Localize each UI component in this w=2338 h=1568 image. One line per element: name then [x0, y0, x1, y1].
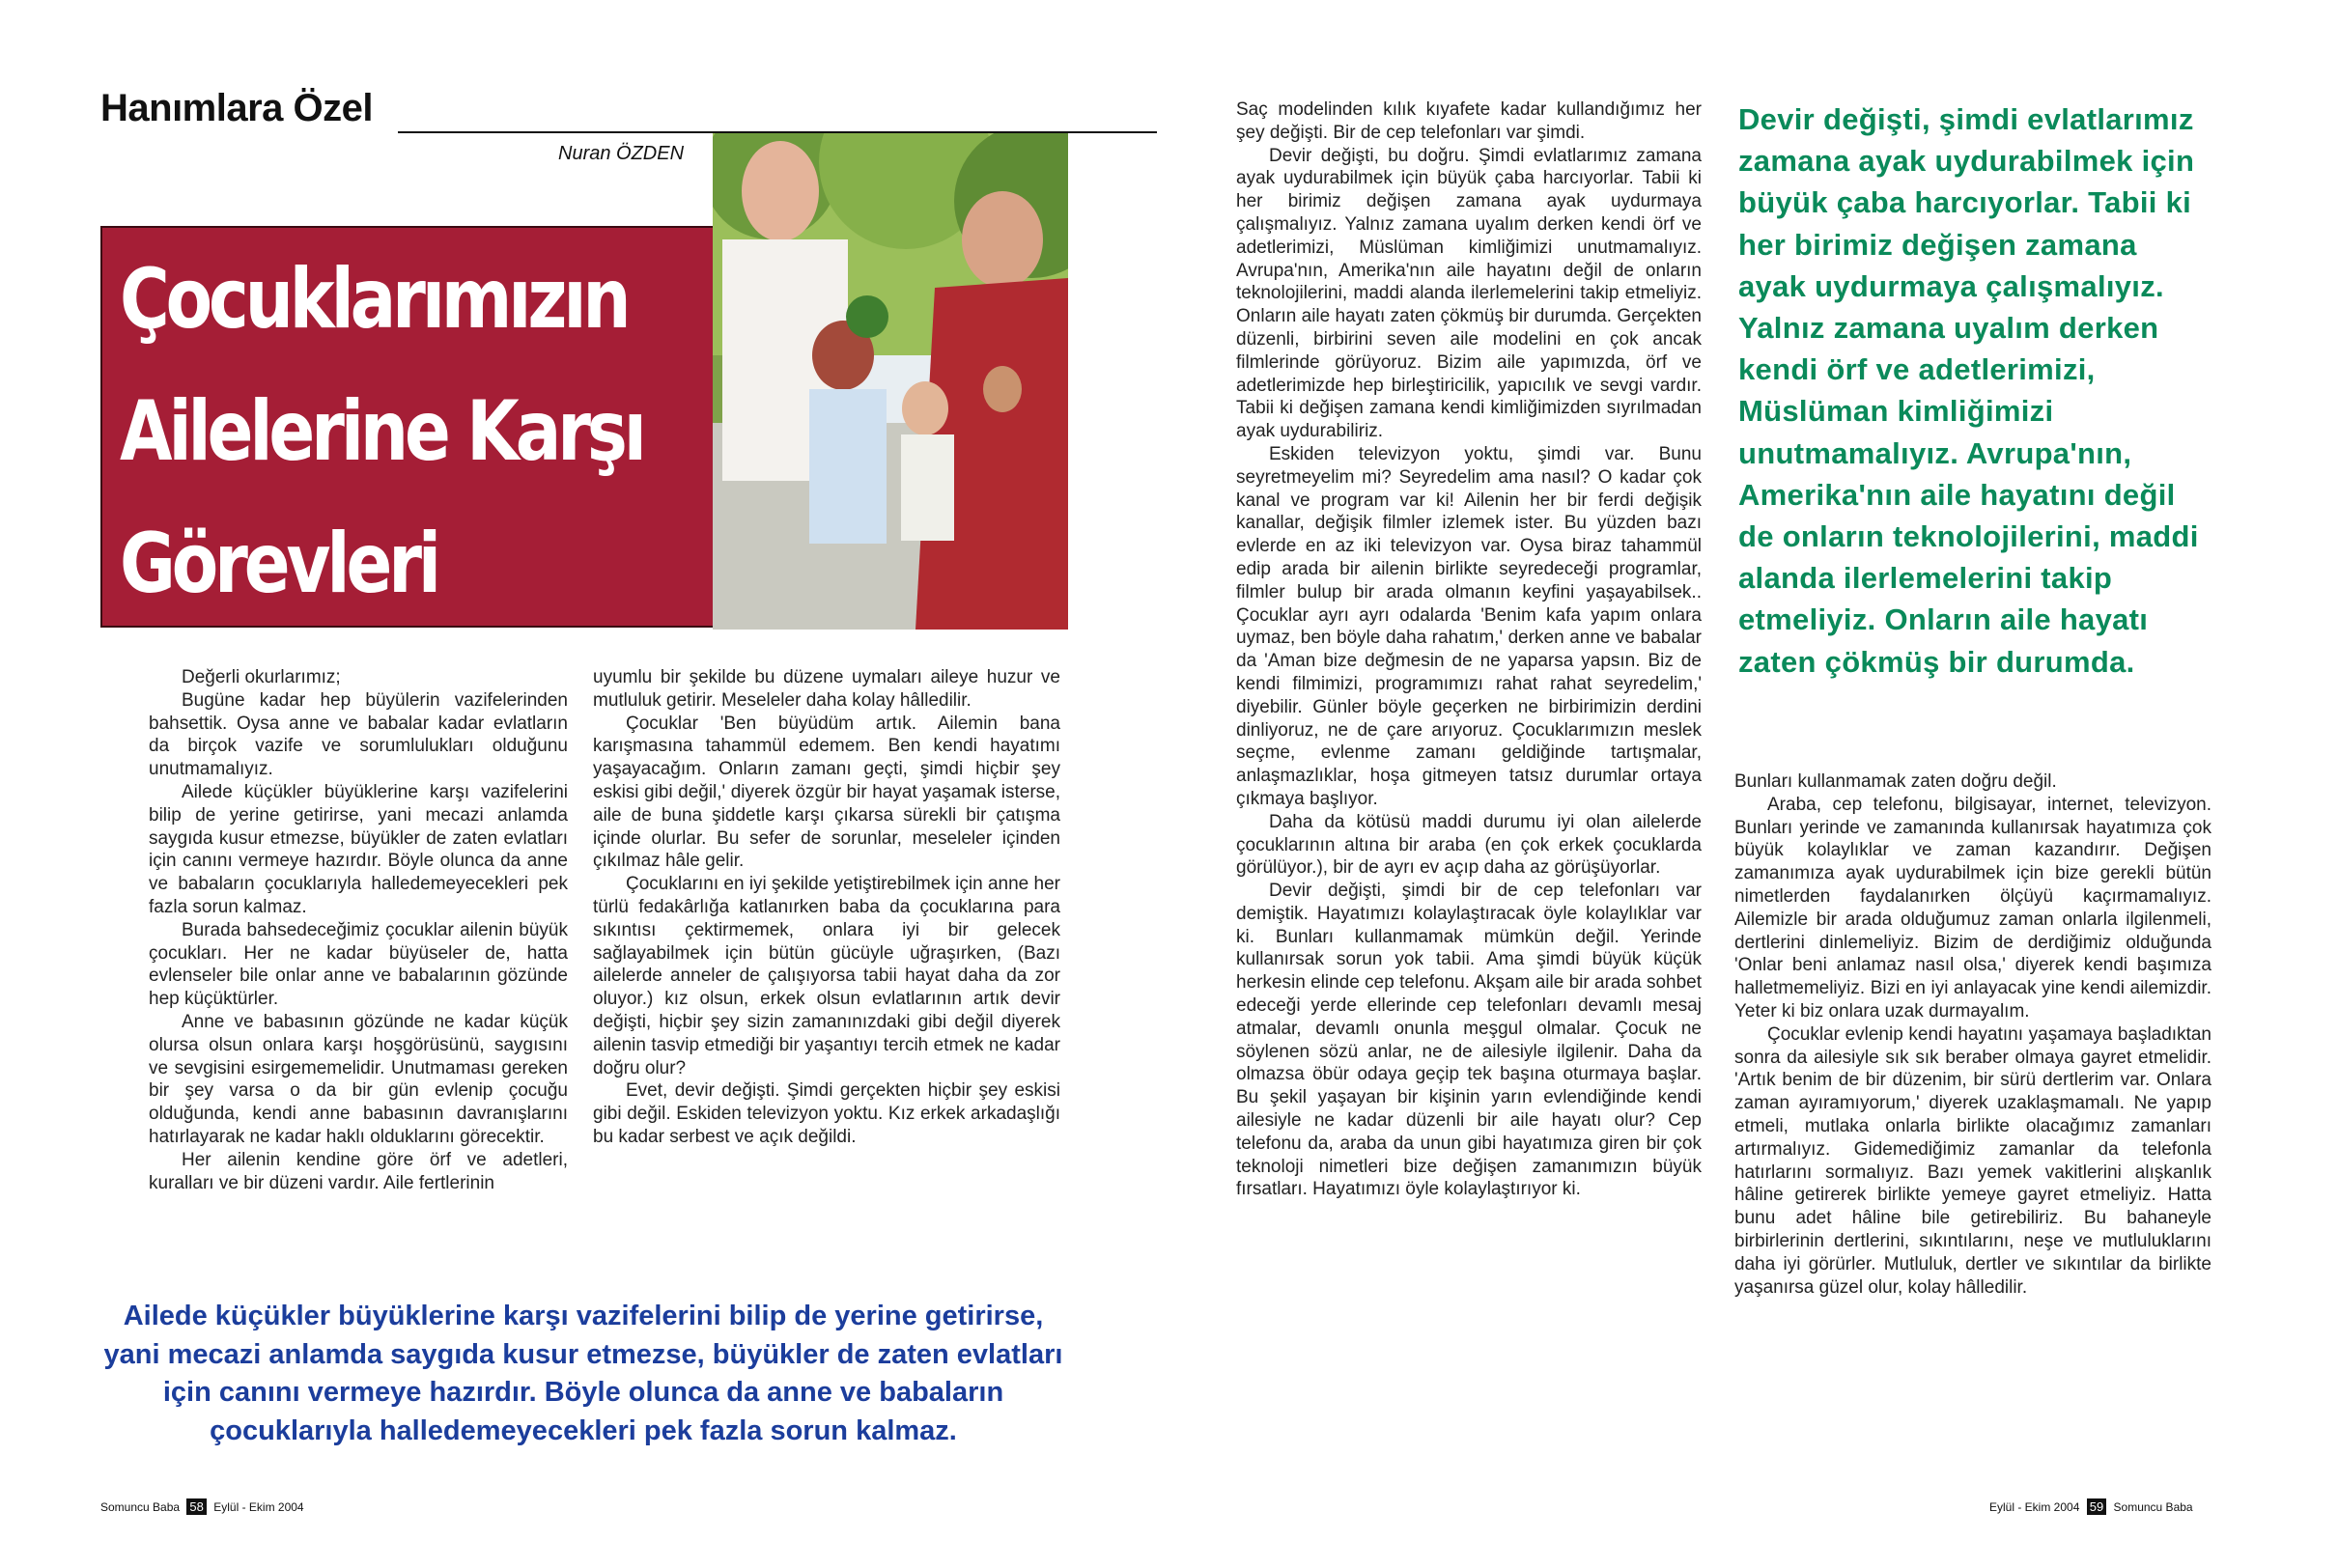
paragraph: Daha da kötüsü maddi durumu iyi olan ailelerde çocuklarının altına bir araba (en çok erkek çocuklarda görülüyor.), bir de ayrı ev açıp daha az görüşüyorlar. — [1236, 811, 1702, 879]
paragraph: Saç modelinden kılık kıyafete kadar kullandığımız her şey değişti. Bir de cep telefonları var şimdi. — [1236, 99, 1702, 143]
title-line-2: Ailelerine Karşı — [120, 383, 643, 480]
paragraph: Bunları kullanmamak zaten doğru değil. — [1734, 771, 2057, 792]
footer-issue: Eylül - Ekim 2004 — [1989, 1500, 2080, 1514]
title-line-1: Çocuklarımızın — [120, 251, 628, 348]
paragraph: Burada bahsedeceğimiz çocuklar ailenin büyük çocukları. Her ne kadar büyüseler de, hatta evlenseler bile onlar anne ve babalarının gözünde hep küçüktürler. — [149, 919, 568, 1010]
paragraph: Çocuklar 'Ben büyüdüm artık. Ailemin bana karışmasına tahammül edemem. Ben kendi hayatımı yaşayacağım. Onların zamanı geçti, şimdi hiçbir şey eskisi gibi değil,' diyerek özgür bir hayat yaşamak isterse, aile de buna şiddetle karşı çıkarsa sürekli bir çatışma içinde olurlar. Bu sefer de sorunlar, meseleler içinden çıkılmaz hâle gelir. — [593, 713, 1060, 872]
pull-quote-right: Devir değişti, şimdi evlatlarımız zamana ayak uydurabilmek için büyük çaba harcıyorlar. Tabii ki her birimiz değişen zamana ayak uydurmaya çalışmalıyız. Yalnız zamana uyalım derken kendi örf ve adetlerimizi, Müslüman kimliğimizi unutmamalıyız. Avrupa'nın, Amerika'nın aile hayatını değil de onların teknolojilerini, maddi alanda ilerlemelerini takip etmeliyiz. Onların aile hayatı zaten çökmüş bir durumda. — [1738, 102, 2199, 679]
paragraph: Her ailenin kendine göre örf ve adetleri, kuralları ve bir düzeni vardır. Aile fertlerinin — [149, 1149, 568, 1193]
footer-left — [100, 1498, 304, 1515]
text-column-4 — [1734, 770, 2211, 1299]
page-number: 58 — [186, 1498, 206, 1515]
paragraph: Değerli okurlarımız; — [182, 667, 341, 687]
paragraph: Devir değişti, şimdi bir de cep telefonları var demiştik. Hayatımızı kolaylaştıracak öyle kolaylıklar var ki. Bunları kullanmamak mümkün değil. Yerinde kullanırsak sorun yok tabii. Ama şimdi büyük küçük herkesin elinde cep telefonu. Akşam aile bir arada sohbet edeceği yerde ellerinde cep telefonları devamlı mesaj atmalar, devamlı onunla meşgul olmalar. Çocuk ne söylenen sözü anlar, ne de ailesiyle ilgilenir. Daha da olmazsa öbür odaya geçip tek başına oturmaya başlar. Bu şekil yaşayan bir kişinin yarın evlendiğinde kendi ailesiyle ne kadar düzenli bir aile hayatı olur? Cep telefonu da, araba da unun gibi hayatımıza giren bir çok teknoloji nimetleri bize değişen zamanımızın büyük fırsatları. Hayatımızı öyle kolaylaştırıyor ki. — [1236, 881, 1702, 1200]
text-column-3 — [1236, 98, 1702, 1201]
paragraph: uyumlu bir şekilde bu düzene uymaları aileye huzur ve mutluluk getirir. Meseleler daha kolay hâlledilir. — [593, 667, 1060, 711]
paragraph: Bugüne kadar hep büyülerin vazifelerinden bahsettik. Oysa anne ve babalar kadar evlatların da birçok vazife ve sorumlulukları olduğunu unutmamalıyız. — [149, 689, 568, 780]
text-column-1 — [149, 666, 568, 1194]
paragraph: Ailede küçükler büyüklerine karşı vazifelerini bilip de yerine getirirse, yani mecazi anlamda saygıda kusur etmezse, büyükler de zaten evlatları için canını vermeye hazırdır. Böyle olunca da anne ve babaların çocuklarıyla halledemeyecekleri pek fazla sorun kalmaz. — [149, 781, 568, 917]
title-line-3: Görevleri — [120, 516, 437, 612]
pull-quote-left: Ailede küçükler büyüklerine karşı vazifelerini bilip de yerine getirirse, yani mecazi anlamda saygıda kusur etmezse, büyükler de zaten evlatları için canını vermeye hazırdır. Böyle olunca da anne ve babaların çocuklarıyla halledemeyecekleri pek fazla sorun kalmaz. — [103, 1301, 1063, 1446]
section-title: Hanımlara Özel — [100, 87, 374, 129]
article-photo — [713, 133, 1068, 630]
footer-issue: Eylül - Ekim 2004 — [213, 1500, 304, 1514]
paragraph: Çocuklar evlenip kendi hayatını yaşamaya başladıktan sonra da ailesiyle sık sık beraber olmaya gayret etmelidir. 'Artık benim de bir düzenim, bir sürü dertlerim var. Onlara zaman ayıramıyorum,' diyerek uzaklaşmamalı. Ne yapıp etmeli, mutlaka onlarla birlikte olacağımız zamanları artırmalıyız. Gidemediğimiz zamanlar da telefonla hatırlarını sormalıyız. Bazı yemek vakitlerini alışkanlık hâline getirerek birlikte yemeye gayret etmeliyiz. Hatta bunu adet hâline bile getirebiliriz. Bu bahaneyle birbirlerinin dertlerini, sıkıntılarını, neşe ve mutluluklarını daha iyi görürler. Mutluluk, dertler ve sıkıntılar da birlikte yaşanırsa güzel olur, kolay hâlledilir. — [1734, 1023, 2211, 1298]
paragraph: Anne ve babasının gözünde ne kadar küçük olursa olsun onlara karşı hoşgörüsünü, saygısını ve sevgisini esirgememelidir. Unutmaması gereken bir şey varsa o da bir gün evlenip çocuğu olduğunda, kendi anne babasının davranışlarını hatırlayarak ne kadar haklı olduklarını görecektir. — [149, 1011, 568, 1147]
footer-magazine: Somuncu Baba — [2113, 1500, 2193, 1514]
footer-right — [1989, 1498, 2193, 1515]
paragraph: Araba, cep telefonu, bilgisayar, internet, televizyon. Bunları yerinde ve zamanında kullanırsak hayatımıza çok büyük kolaylıklar ve zaman kazandırır. Değişen zamanımıza ayak uydurabilmek için bize gerekli bütün nimetlerden faydalanırken ölçüyü kaçırmamalıyız. Ailemizle bir arada olduğumuz zaman onlarla ilgilenmeli, dertlerini dinlemeliyiz. Bizim de derdiğimiz olduğunda 'Onlar beni anlamaz nasıl olsa,' diyerek kendi başımıza halletmemeliyiz. Bizi en iyi anlayacak yine kendi ailemizdir. Yeter ki biz onlara uzak durmayalım. — [1734, 794, 2211, 1022]
paragraph: Eskiden televizyon yoktu, şimdi var. Bunu seyretmeyelim mi? Seyredelim ama nasıl? O kadar çok kanal ve program var ki! Ailenin her bir ferdi değişik kanallar, değişik filmler izlemek ister. Bu yüzden bazı evlerde en az iki televizyon var. Oysa biraz tahammül edip arada bir ailenin birlikte seyredeceği programlar, filmler bulup bir arada olmanın keyfini yaşayabilsek.. Çocuklar ayrı ayrı odalarda 'Benim kafa yapım onlara uymaz, ben böyle daha rahatım,' derken anne ve babalar da 'Aman bize değmesin de ne yaparsa yapsın. Biz de kendi filmimizi, programımızı rahat rahat seyredelim,' diyebilir. Günler böyle geçerken ne birbirimizin derdini dinliyoruz, ne de çare arıyoruz. Çocuklarımızın meslek seçme, evlenme zamanı geldiğinde tartışmalar, anlaşmazlıklar, hoşa gitmeyen tatsız durumlar ortaya çıkmaya başlıyor. — [1236, 443, 1702, 809]
text-column-2 — [593, 666, 1060, 1149]
footer-magazine: Somuncu Baba — [100, 1500, 181, 1514]
author-name: Nuran ÖZDEN — [558, 143, 685, 164]
article-title — [120, 234, 643, 630]
page-number: 59 — [2087, 1498, 2106, 1515]
paragraph: Çocuklarını en iyi şekilde yetiştirebilmek için anne her türlü fedakârlığa katlanırken baba da çocuklarına para sıkıntısı çektirmemek, onlara iyi bir gelecek sağlayabilmek için bütün gücüyle uğraşırken, (Bazı ailelerde anneler de çalışıyorsa tabii hayat daha da zor oluyor.) kız olsun, erkek olsun evlatlarının artık devir değişti, hiçbir şey sizin zamanınızdaki gibi değil diyerek ailenin tasvip etmediği bir yaşantıyı tercih etmek ne kadar doğru olur? — [593, 874, 1060, 1078]
paragraph: Devir değişti, bu doğru. Şimdi evlatlarımız zamana ayak uydurabilmek için büyük çaba harcıyorlar. Tabii ki her birimiz değişen zamana ayak uydurmaya çalışmalıyız. Yalnız zamana uyalım derken kendi örf ve adetlerimizi, Müslüman kimliğimizi unutmamalıyız. Avrupa'nın, Amerika'nın aile hayatını değil de onların teknolojilerini, maddi alanda ilerlemelerini takip etmeliyiz. Onların aile hayatı zaten çökmüş bir durumda. Gerçekten düzenli, birbirini seven aile modelini en çok ancak filmlerinde görüyoruz. Bizim aile yapımızda, örf ve adetlerimizde hep birleştiricilik, yapıcılık ve sevgi vardır. Tabii ki değişen zamana kendi kimliğimizden sıyrılmadan ayak uydurabiliriz. — [1236, 145, 1702, 442]
paragraph: Evet, devir değişti. Şimdi gerçekten hiçbir şey eskisi gibi değil. Eskiden televizyon yoktu. Kız erkek arkadaşlığı bu kadar serbest ve açık değildi. — [593, 1080, 1060, 1147]
